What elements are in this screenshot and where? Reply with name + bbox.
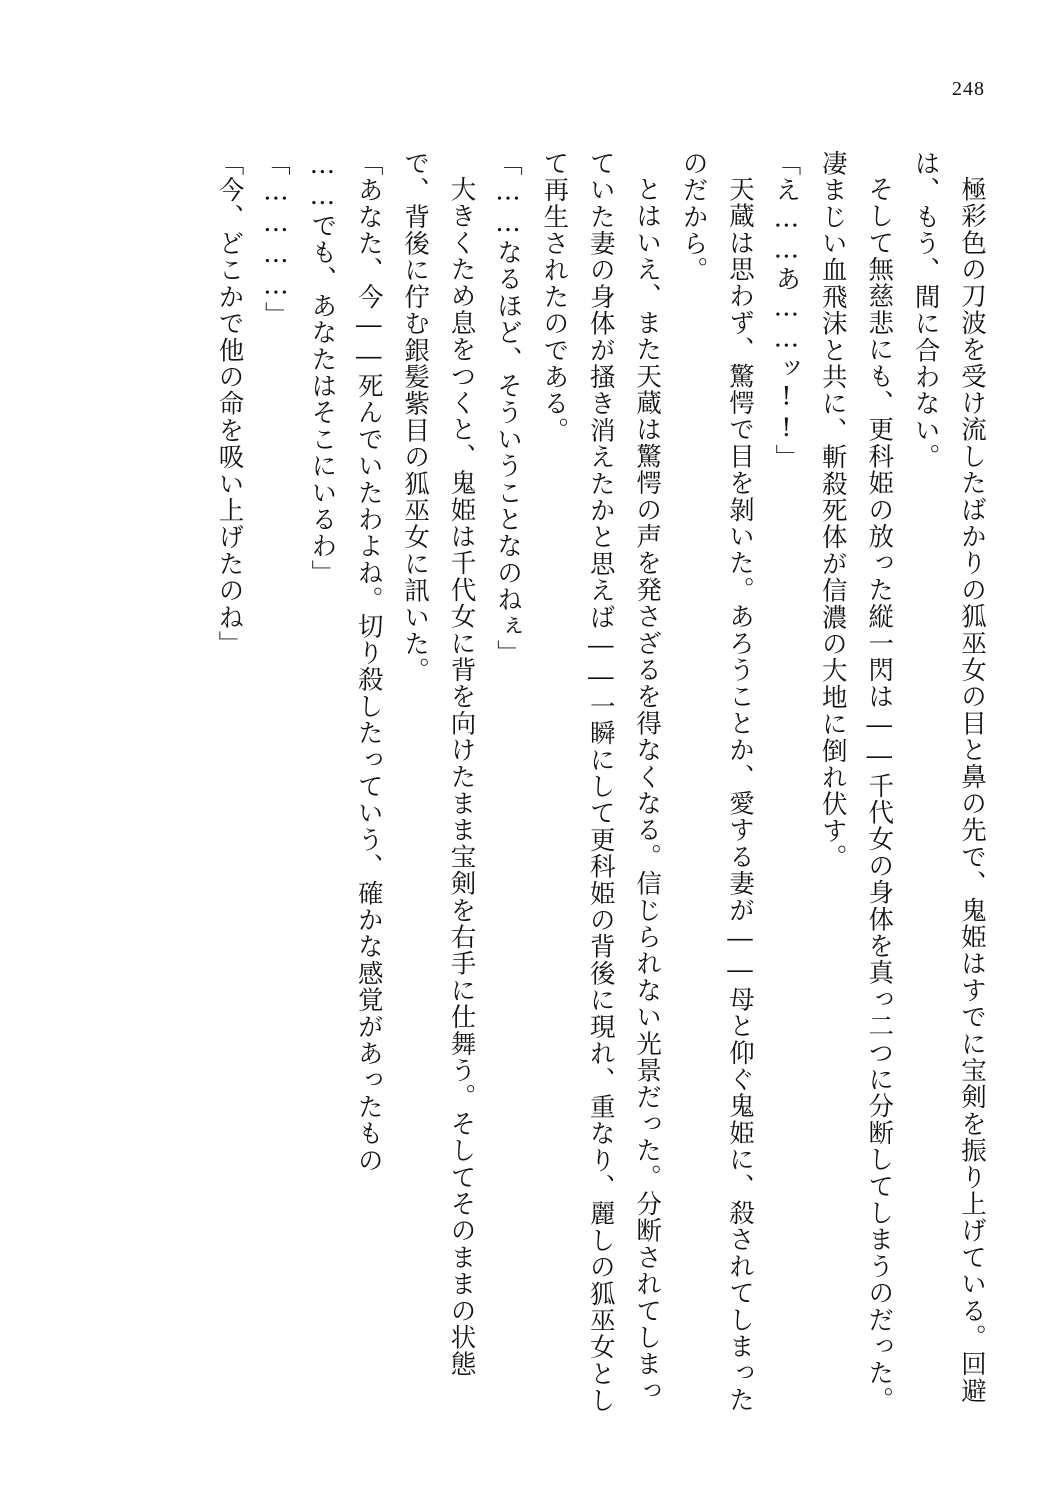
paragraph: 大きくため息をつくと、鬼姫は千代女に背を向けたまま宝剣を右手に仕舞う。そしてそのままの状態で、背後に佇む銀髪紫目の狐巫女に訊いた。: [400, 150, 477, 1377]
body-text-column: [60, 150, 995, 1420]
paragraph: 天蔵は思わず、驚愕で目を剝いた。あろうことか、愛する妻が――母と仰ぐ鬼姫に、殺されてしまったのだから。: [678, 150, 755, 1413]
paragraph: ……でも、あなたはそこにいるわ」: [307, 150, 338, 587]
paragraph: 「今、どこかで他の命を吸い上げたのね」: [214, 150, 245, 658]
paragraph: 「…………」: [260, 150, 291, 329]
paragraph: 「あなた、今――死んでいたわよね。切り殺したっていう、確かな感覚があったもの: [353, 150, 384, 1174]
paragraph: そして無慈悲にも、更科姫の放った縦一閃は――千代女の身体を真っ二つに分断してしまうのだった。凄まじい血飛沫と共に、斬殺死体が信濃の大地に倒れ伏す。: [817, 150, 895, 1413]
paragraph: 「え……あ……ッ!!」: [771, 150, 802, 471]
page-number: 248: [952, 78, 985, 100]
paragraph: とはいえ、また天蔵は驚愕の声を発さざるを得なくなる。信じられない光景だった。分断されてしまっていた妻の身体が搔き消えたかと思えば――一瞬にして更科姫の背後に現れ、重なり、麗しの狐巫女として再生されたのである。: [539, 150, 663, 1414]
paragraph: 極彩色の刀波を受け流したばかりの狐巫女の目と鼻の先で、鬼姫はすでに宝剣を振り上げている。回避は、もう、間に合わない。: [910, 150, 987, 1404]
paragraph: 「……なるほど、そういうことなのねぇ」: [492, 150, 523, 667]
